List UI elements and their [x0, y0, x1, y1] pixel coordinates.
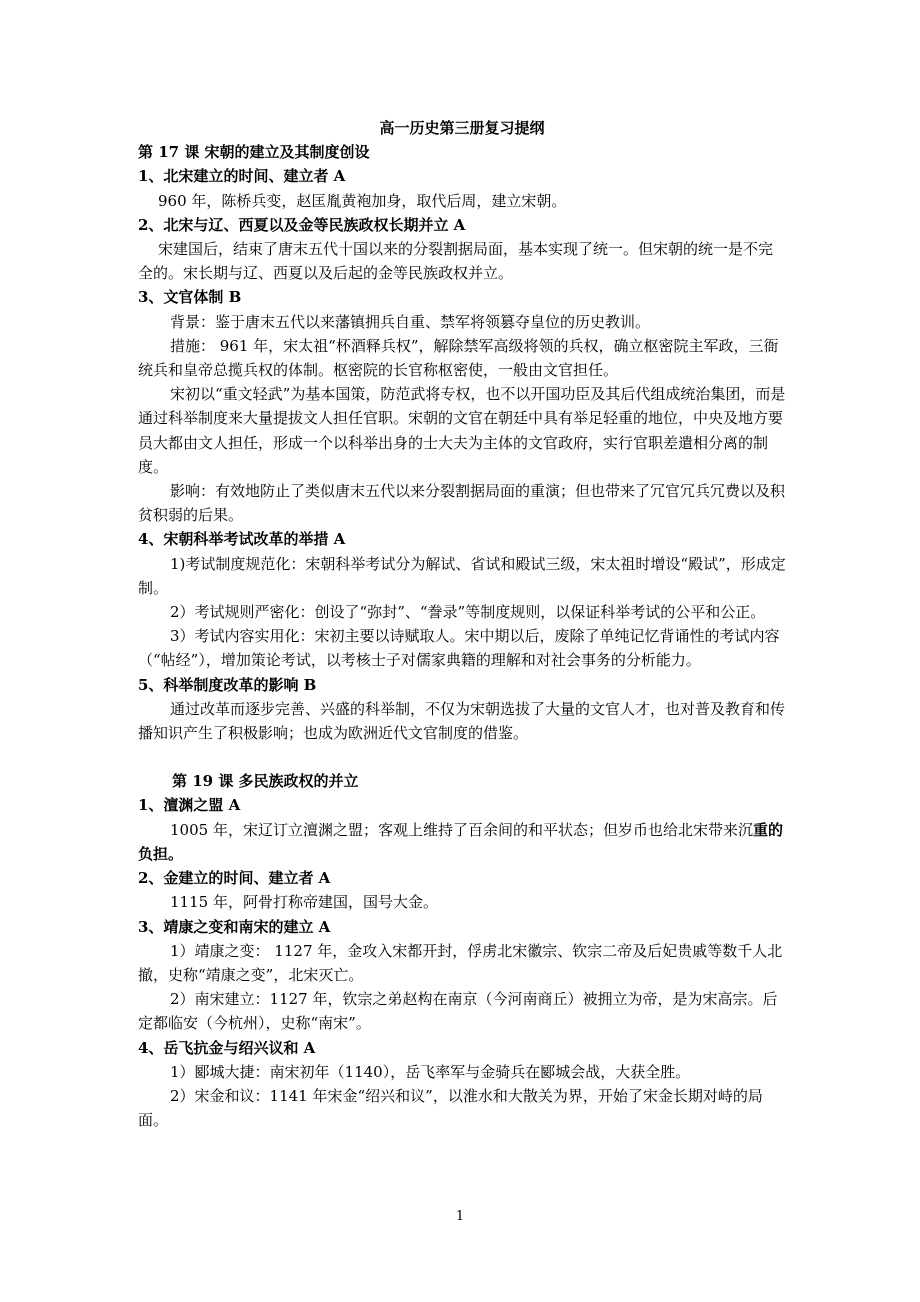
document-body: [138, 116, 786, 1132]
section-heading: 2、金建立的时间、建立者 A: [138, 869, 331, 888]
paragraph: 通过改革而逐步完善、兴盛的科举制，不仅为宋朝选拔了大量的文官人才，也对普及教育和传播知识产生了积极影响；也成为欧洲近代文官制度的借鉴。: [138, 699, 786, 743]
page-number: 1: [455, 1209, 465, 1224]
paragraph: 1）靖康之变： 1127 年，金攻入宋都开封，俘虏北宋徽宗、钦宗二帝及后妃贵戚等数千人北撤，史称“靖康之变”，北宋灭亡。: [138, 941, 783, 984]
paragraph: 措施： 961 年，宋太祖“杯酒释兵权”，解除禁军高级将领的兵权，确立枢密院主军政，三衙统兵和皇帝总揽兵权的体制。枢密院的长官称枢密使，一般由文官担任。: [138, 336, 779, 380]
paragraph: 宋建国后，结束了唐末五代十国以来的分裂割据局面，基本实现了统一。但宋朝的统一是不完全的。宋长期与辽、西夏以及后起的金等民族政权并立。: [138, 240, 774, 283]
paragraph: [138, 818, 786, 866]
section-heading: 2、北宋与辽、西夏以及金等民族政权长期并立 A: [138, 215, 466, 234]
lesson-19-heading: 第 19 课 多民族政权的并立: [172, 772, 359, 791]
paragraph: 2）宋金和议：1141 年宋金“绍兴和议”，以淮水和大散关为界，开始了宋金长期对峙的局面。: [138, 1086, 763, 1130]
paragraph: 960 年，陈桥兵变，赵匡胤黄袍加身，取代后周，建立宋朝。: [158, 191, 567, 210]
document-title: 高一历史第三册复习提纲: [379, 119, 545, 137]
section-heading: 3、文官体制 B: [138, 288, 242, 307]
section-heading: 3、靖康之变和南宋的建立 A: [138, 917, 331, 936]
paragraph: 影响：有效地防止了类似唐末五代以来分裂割据局面的重演；但也带来了冗官冗兵冗费以及积贫积弱的后果。: [138, 482, 786, 525]
paragraph: 3）考试内容实用化：宋初主要以诗赋取人。宋中期以后，废除了单纯记忆背诵性的考试内容（“帖经”），增加策论考试，以考核士子对儒家典籍的理解和对社会事务的分析能力。: [138, 627, 780, 670]
paragraph-text: 1005 年，宋辽订立澶渊之盟；客观上维持了百余间的和平状态；但岁币也给北宋带来沉: [170, 820, 753, 839]
paragraph: 背景：鉴于唐末五代以来藩镇拥兵自重、禁军将领篡夺皇位的历史教训。: [170, 312, 651, 331]
paragraph: 1)考试制度规范化：宋朝科举考试分为解试、省试和殿试三级，宋太祖时增设“殿试”，形成定制。: [138, 554, 786, 597]
section-heading: 1、澶渊之盟 A: [138, 796, 241, 815]
paragraph: 2）考试规则严密化：创设了“弥封”、“誊录”等制度规则，以保证科举考试的公平和公正。: [170, 603, 766, 622]
section-heading: 5、科举制度改革的影响 B: [138, 675, 317, 694]
lesson-17-heading: 第 17 课 宋朝的建立及其制度创设: [138, 143, 370, 162]
paragraph-bold-text: 重的负担。: [138, 820, 783, 863]
section-heading: 1、北宋建立的时间、建立者 A: [138, 167, 346, 186]
section-heading: 4、宋朝科举考试改革的举措 A: [138, 530, 346, 549]
paragraph: 1115 年，阿骨打称帝建国，国号大金。: [170, 893, 438, 912]
section-heading: 4、岳飞抗金与绍兴议和 A: [138, 1038, 316, 1057]
paragraph: 1）郾城大捷：南宋初年（1140），岳飞率军与金骑兵在郾城会战，大获全胜。: [170, 1062, 691, 1081]
paragraph: 宋初以“重文轻武”为基本国策，防范武将专权，也不以开国功臣及其后代组成统治集团，而是通过科举制度来大量提拔文人担任官职。宋朝的文官在朝廷中具有举足轻重的地位，中央及地方要员大都由文人担任，形成一个以科举出身的士大夫为主体的文官政府，实行官职差遣相分离的制度。: [138, 385, 786, 476]
paragraph: 2）南宋建立：1127 年，钦宗之弟赵构在南京（今河南商丘）被拥立为帝，是为宋高宗。后定都临安（今杭州），史称“南宋”。: [138, 990, 778, 1033]
